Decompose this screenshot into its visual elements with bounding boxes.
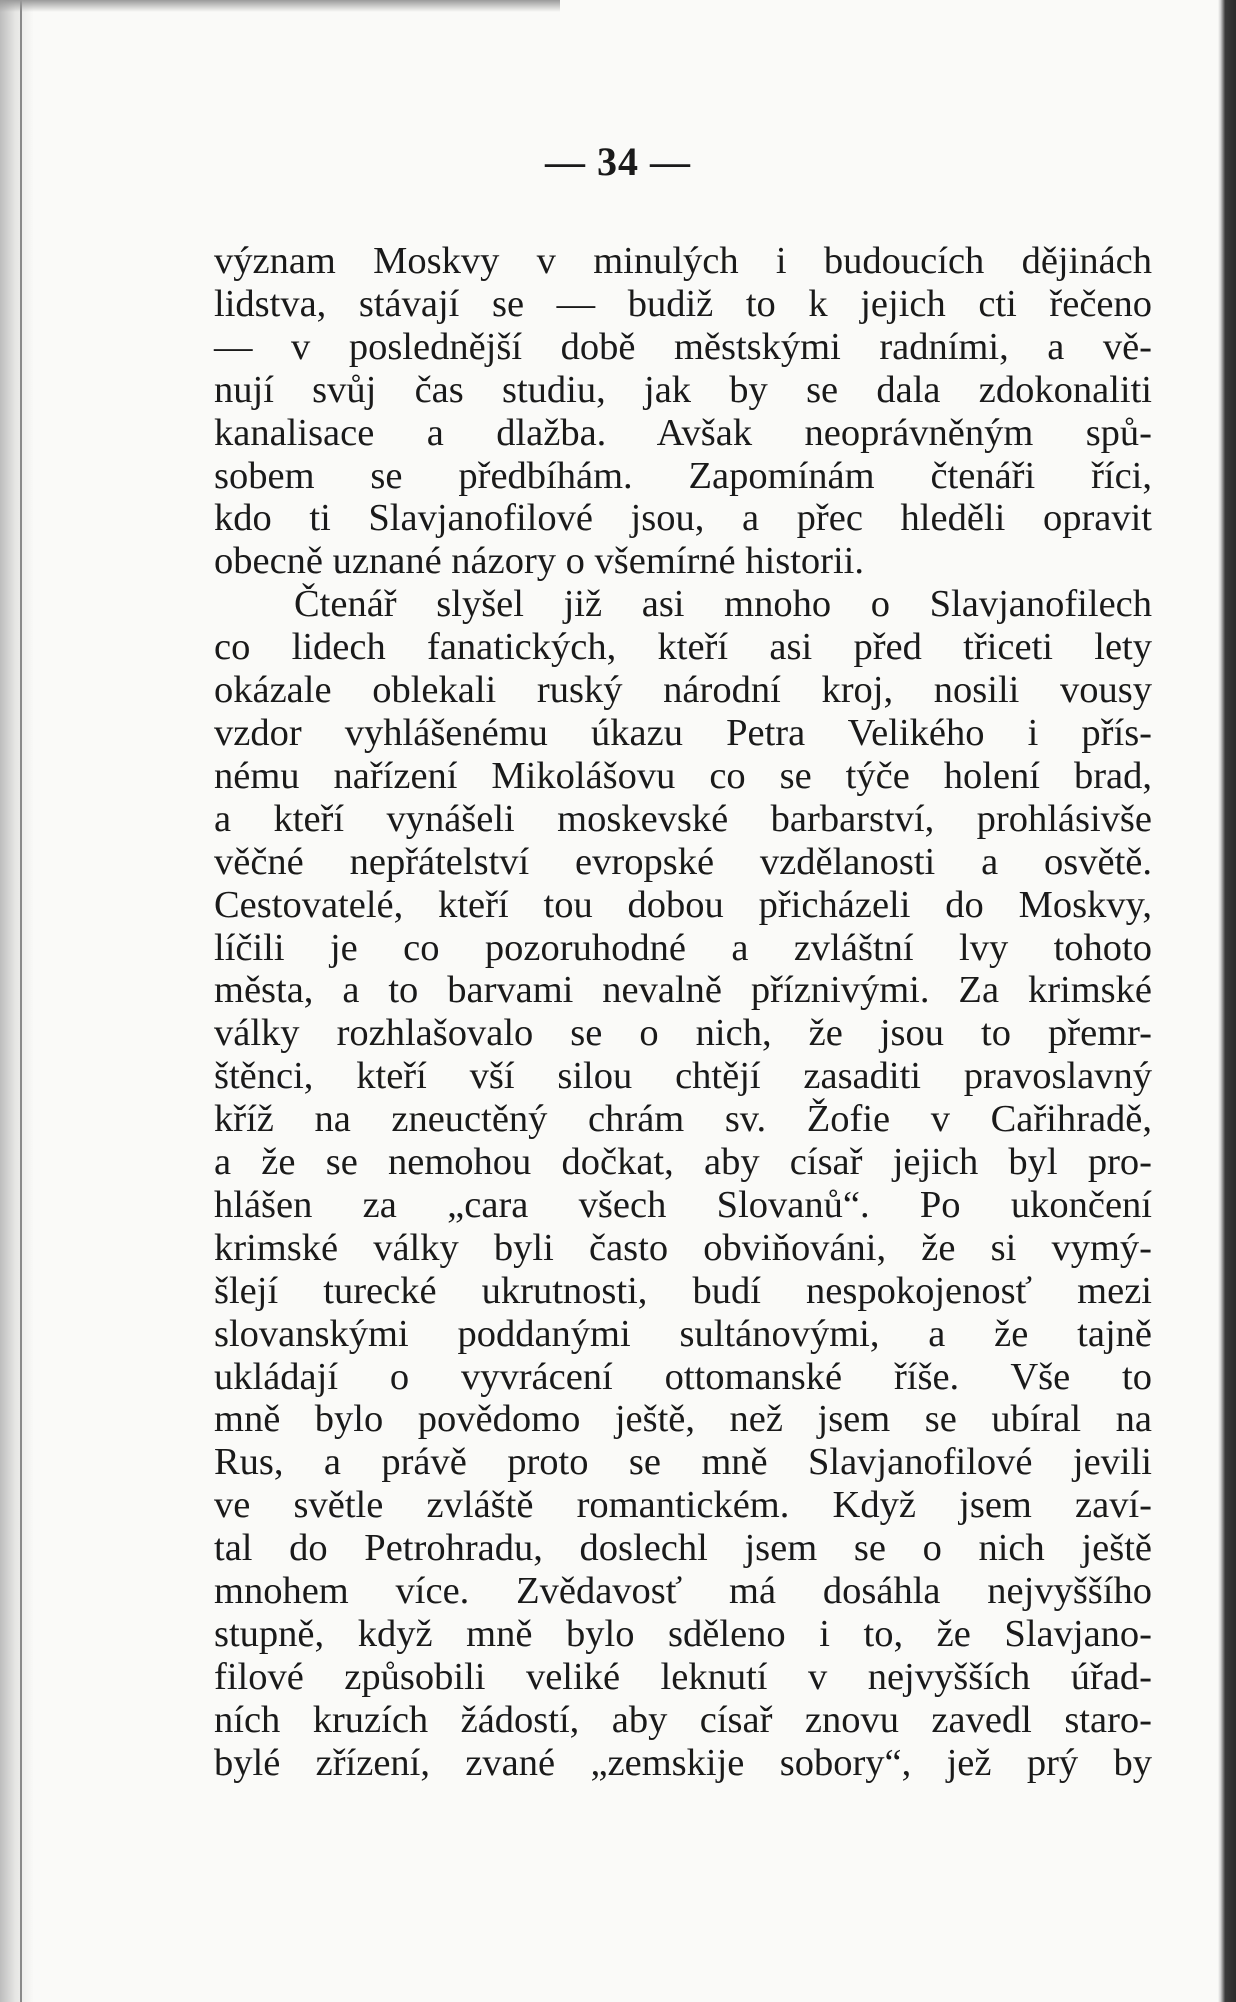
top-scan-edge [0,0,560,12]
body-text [214,240,1152,1785]
text-line: mně bylo povědomo ještě, než jsem se ubíral na [214,1398,1152,1441]
text-line: co lidech fanatických, kteří asi před třiceti lety [214,626,1152,669]
text-line: vzdor vyhlášenému úkazu Petra Velikého i přís- [214,711,1152,754]
text-line: a kteří vynášeli moskevské barbarství, prohlásivše [214,797,1152,840]
text-line: hlášen za „cara všech Slovanů“. Po ukončení [214,1183,1152,1226]
text-line: věčné nepřátelství evropské vzdělanosti a osvětě. [214,840,1152,883]
text-line: ve světle zvláště romantickém. Když jsem zaví- [214,1484,1152,1527]
text-line: mnohem více. Zvědavosť má dosáhla nejvyššího [214,1570,1152,1613]
text-line: stupně, když mně bylo sděleno i to, že Slavjano- [214,1613,1152,1655]
text-line: krimské války byli často obviňováni, že si vymý- [214,1226,1152,1269]
text-line: tal do Petrohradu, doslechl jsem se o nich ještě [214,1527,1152,1570]
text-line: sobem se předbíhám. Zapomínám čtenáři říci, [214,454,1152,497]
text-line: slovanskými poddanými sultánovými, a že tajně [214,1312,1152,1355]
text-line: nují svůj čas studiu, jak by se dala zdokonaliti [214,368,1152,411]
text-line: a že se nemohou dočkat, aby císař jejich byl pro- [214,1141,1152,1184]
text-line: kříž na zneuctěný chrám sv. Žofie v Cařihradě, [214,1098,1152,1141]
text-line: filové způsobili veliké leknutí v nejvyšších úřad- [214,1655,1152,1698]
text-line: líčili je co pozoruhodné a zvláštní lvy tohoto [214,926,1152,969]
text-line: štěnci, kteří vší silou chtějí zasaditi pravoslavný [214,1055,1152,1098]
text-line: města, a to barvami nevalně příznivými. Za krimské [214,969,1152,1012]
text-line: bylé zřízení, zvané „zemskije sobory“, jež prý by [214,1741,1152,1784]
text-line: nému nařízení Mikolášovu co se týče holení brad, [214,754,1152,797]
text-line: šlejí turecké ukrutnosti, budí nespokojenosť mezi [214,1269,1152,1312]
text-line: kanalisace a dlažba. Avšak neoprávněným spů- [214,411,1152,454]
text-line: Cestovatelé, kteří tou dobou přicházeli do Moskvy, [214,883,1152,926]
binding-shadow [0,0,34,2002]
text-line: války rozhlašovalo se o nich, že jsou to přemr- [214,1012,1152,1055]
text-line: — v poslednější době městskými radními, a vě- [214,325,1152,368]
page-number: — 34 — [545,139,691,184]
text-line: lidstva, stávají se — budiž to k jejich cti řečeno [214,282,1152,325]
binding-edge-line [20,0,22,2002]
right-scan-edge [1218,0,1236,2002]
text-line: obecně uznané názory o všemírné historii. [214,540,864,583]
text-line: ukládají o vyvrácení ottomanské říše. Vše to [214,1355,1152,1398]
text-line: ních kruzích žádostí, aby císař znovu zavedl staro- [214,1698,1152,1741]
text-line: okázale oblekali ruský národní kroj, nosili vousy [214,669,1152,712]
paragraph-start-line: Čtenář slyšel již asi mnoho o Slavjanofilech [294,583,1152,626]
text-line: kdo ti Slavjanofilové jsou, a přec hleděli opravit [214,497,1152,540]
text-line: význam Moskvy v minulých i budoucích dějinách [214,240,1152,282]
text-line: Rus, a právě proto se mně Slavjanofilové jevili [214,1441,1152,1484]
